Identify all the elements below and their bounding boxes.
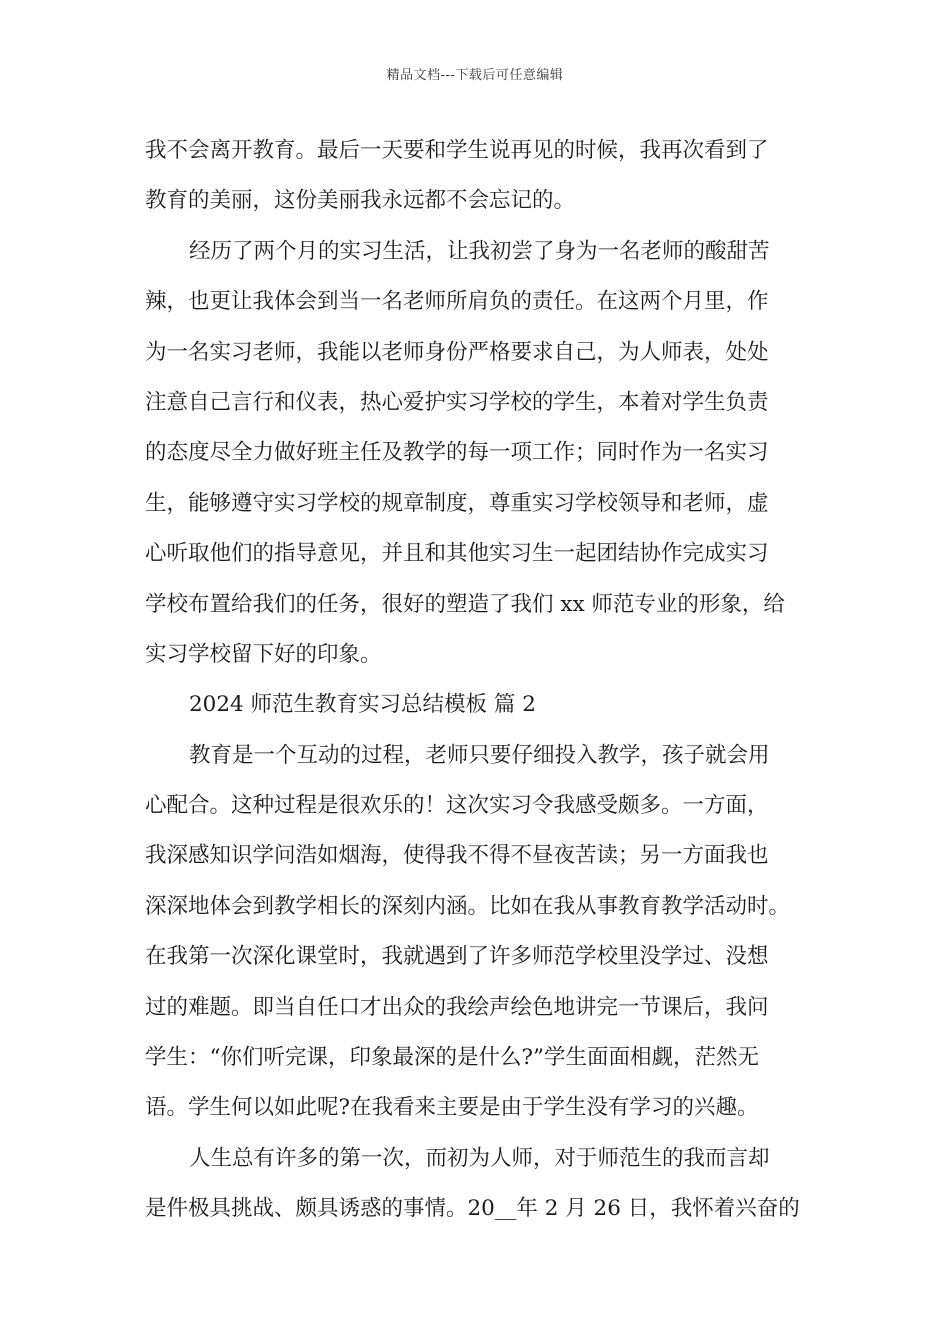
paragraph-start-line: 人生总有许多的第一次，而初为人师，对于师范生的我而言却 [189,1145,770,1171]
body-line: 我深感知识学问浩如烟海，使得我不得不昼夜苦读；另一方面我也 [145,843,769,869]
body-line: 教育的美丽，这份美丽我永远都不会忘记的。 [145,188,576,214]
body-line: 注意自己言行和仪表，热心爱护实习学校的学生，本着对学生负责 [145,389,769,415]
paragraph-start-line: 经历了两个月的实习生活，让我初尝了身为一名老师的酸甜苦 [189,238,770,264]
body-line: 语。学生何以如此呢?在我看来主要是由于学生没有学习的兴趣。 [145,1095,759,1121]
body-line: 生，能够遵守实习学校的规章制度，尊重实习学校领导和老师，虚 [145,490,769,516]
body-line: 学校布置给我们的任务，很好的塑造了我们 xx 师范专业的形象，给 [145,591,785,617]
body-line: 学生：“你们听完课，印象最深的是什么?”学生面面相觑，茫然无 [145,1045,760,1071]
page-header: 精品文档---下载后可任意编辑 [386,68,564,83]
body-line: 心听取他们的指导意见，并且和其他实习生一起团结协作完成实习 [145,541,769,567]
body-line: 是件极具挑战、颇具诱惑的事情。20__年 2 月 26 日，我怀着兴奋的 [145,1196,800,1222]
section-heading: 2024 师范生教育实习总结模板 篇 2 [189,692,536,718]
body-line: 为一名实习老师，我能以老师身份严格要求自己，为人师表，处处 [145,339,769,365]
body-line: 的态度尽全力做好班主任及教学的每一项工作；同时作为一名实习 [145,440,769,466]
body-line: 在我第一次深化课堂时，我就遇到了许多师范学校里没学过、没想 [145,944,769,970]
body-line: 辣，也更让我体会到当一名老师所肩负的责任。在这两个月里，作 [145,289,769,315]
body-line: 心配合。这种过程是很欢乐的！这次实习令我感受颇多。一方面， [145,793,769,819]
paragraph-start-line: 教育是一个互动的过程，老师只要仔细投入教学，孩子就会用 [189,742,770,768]
body-line: 深深地体会到教学相长的深刻内涵。比如在我从事教育教学活动时。 [145,893,791,919]
document-body [145,126,810,1235]
body-line: 实习学校留下好的印象。 [145,641,382,667]
body-line: 过的难题。即当自任口才出众的我绘声绘色地讲完一节课后，我问 [145,994,769,1020]
body-line: 我不会离开教育。最后一天要和学生说再见的时候，我再次看到了 [145,138,769,163]
